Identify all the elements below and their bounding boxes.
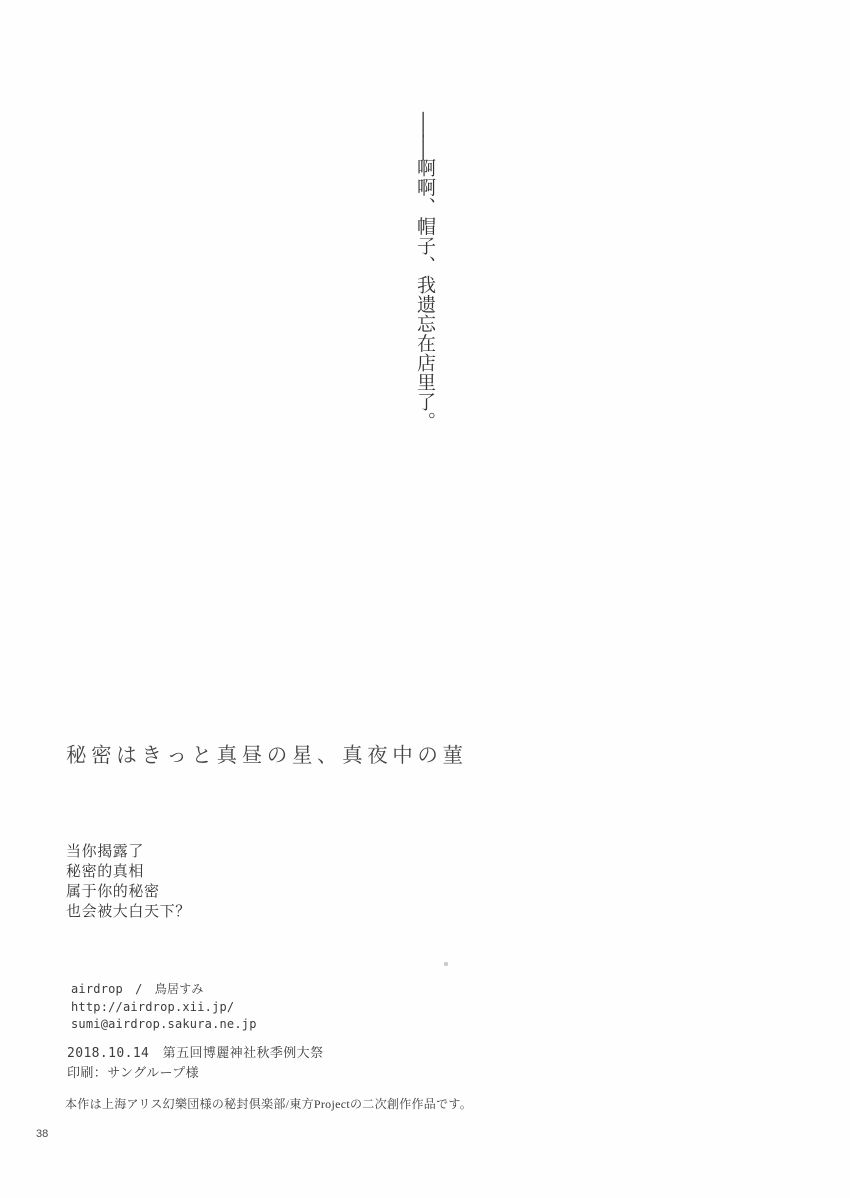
scan-artifact-dot bbox=[444, 962, 448, 966]
event-date-name: 2018.10.14 第五回博麗神社秋季例大祭 bbox=[67, 1046, 324, 1061]
tagline-line: 秘密的真相 bbox=[66, 864, 145, 880]
tagline-line: 当你揭露了 bbox=[66, 844, 145, 860]
page-number: 38 bbox=[36, 1128, 49, 1140]
vertical-quote-text: 啊啊、帽子、我遗忘在店里了。 bbox=[414, 158, 435, 431]
vertical-quote-dash: —— bbox=[411, 112, 438, 158]
event-info-block bbox=[67, 1044, 323, 1084]
website-url: http://airdrop.xii.jp/ bbox=[71, 999, 235, 1014]
tagline-line: 属于你的秘密 bbox=[66, 884, 160, 900]
credits-block bbox=[71, 981, 257, 1034]
printing-credit: 印刷：サングループ様 bbox=[67, 1066, 200, 1081]
vertical-quote bbox=[411, 112, 438, 431]
email-address: sumi@airdrop.sakura.ne.jp bbox=[71, 1017, 257, 1031]
derivative-work-disclaimer: 本作は上海アリス幻樂団様の秘封倶楽部/東方Projectの二次創作作品です。 bbox=[65, 1097, 473, 1111]
tagline-line: 也会被大白天下？ bbox=[66, 904, 191, 920]
book-title: 秘密はきっと真昼の星、真夜中の菫 bbox=[66, 745, 468, 767]
circle-author: airdrop / 鳥居すみ bbox=[71, 982, 204, 996]
tagline-block bbox=[66, 842, 191, 922]
